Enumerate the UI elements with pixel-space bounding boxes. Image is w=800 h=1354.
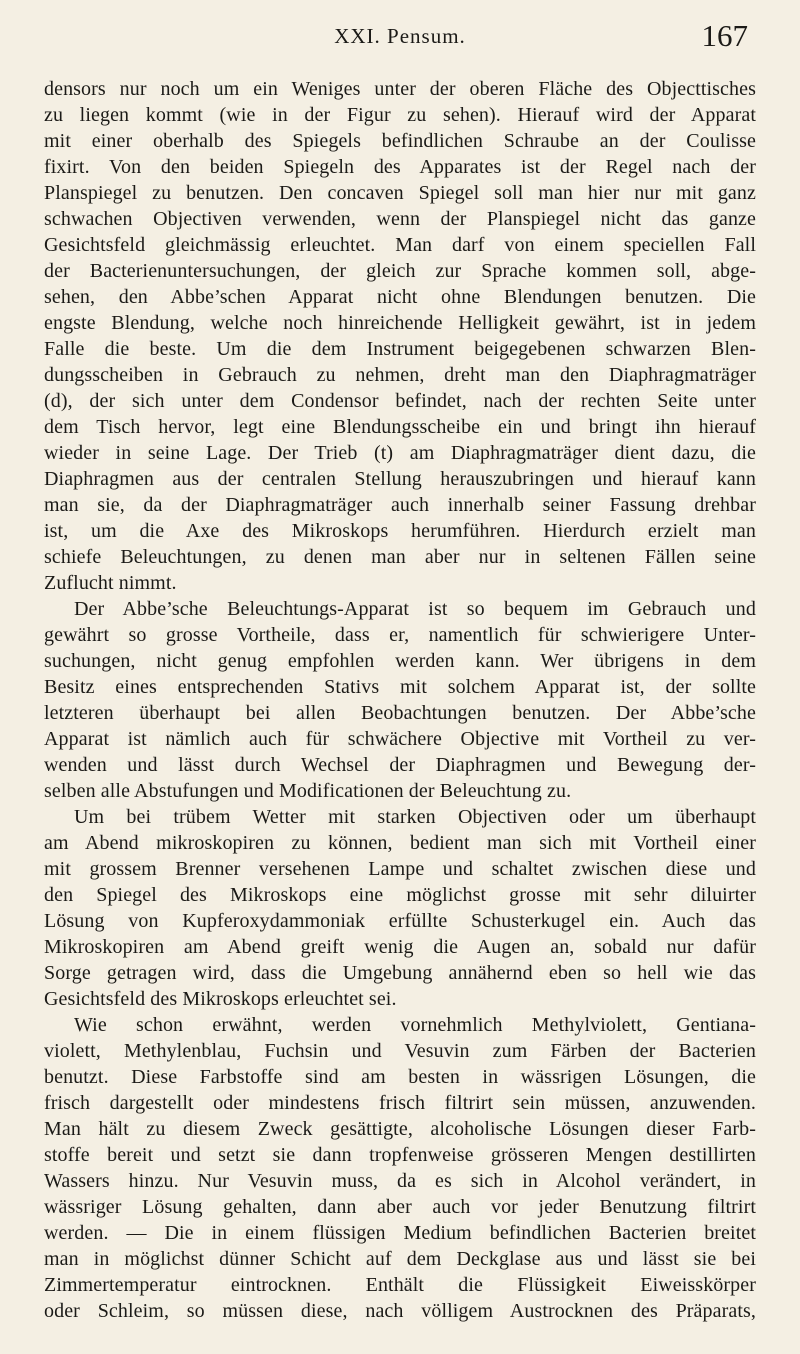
paragraph-end-line: Gesichtsfeld des Mikroskops erleuchtet sei. xyxy=(44,988,397,1010)
paragraph-start-line: Wie schon erwähnt, werden vornehmlich Methylviolett, Gentiana- xyxy=(74,1014,756,1036)
running-head: XXI. Pensum. xyxy=(334,24,466,48)
text-line: der Bacterienuntersuchungen, der gleich zur Sprache kommen soll, abge- xyxy=(44,260,756,282)
text-line: ist, um die Axe des Mikroskops herumführen. Hierdurch erzielt man xyxy=(44,520,756,542)
text-line: Man hält zu diesem Zweck gesättigte, alcoholische Lösungen dieser Farb- xyxy=(44,1118,756,1140)
page-number: 167 xyxy=(701,18,748,53)
body-text xyxy=(44,76,756,1324)
text-line: dem Tisch hervor, legt eine Blendungsscheibe ein und bringt ihn hierauf xyxy=(44,416,756,438)
text-line: den Spiegel des Mikroskops eine möglichst grosse mit sehr diluirter xyxy=(44,884,756,906)
text-line: werden. — Die in einem flüssigen Medium befindlichen Bacterien breitet xyxy=(44,1222,756,1244)
text-line: benutzt. Diese Farbstoffe sind am besten in wässrigen Lösungen, die xyxy=(44,1066,756,1088)
paragraph-end-line: Zuflucht nimmt. xyxy=(44,572,177,594)
text-line: oder Schleim, so müssen diese, nach völligem Austrocknen des Präparats, xyxy=(44,1300,756,1322)
text-line: densors nur noch um ein Weniges unter der oberen Fläche des Objecttisches xyxy=(44,78,756,100)
text-line: Diaphragmen aus der centralen Stellung herauszubringen und hierauf kann xyxy=(44,468,756,490)
text-line: mit grossem Brenner versehenen Lampe und schaltet zwischen diese und xyxy=(44,858,756,880)
text-line: gewährt so grosse Vortheile, dass er, namentlich für schwierigere Unter- xyxy=(44,624,756,646)
text-line: Apparat ist nämlich auch für schwächere Objective mit Vortheil zu ver- xyxy=(44,728,756,750)
text-line: (d), der sich unter dem Condensor befindet, nach der rechten Seite unter xyxy=(44,390,756,412)
text-line: wässriger Lösung gehalten, dann aber auch vor jeder Benutzung filtrirt xyxy=(44,1196,756,1218)
paragraph-start-line: Um bei trübem Wetter mit starken Objectiven oder um überhaupt xyxy=(74,806,756,828)
text-line: suchungen, nicht genug empfohlen werden kann. Wer übrigens in dem xyxy=(44,650,756,672)
text-line: sehen, den Abbe’schen Apparat nicht ohne Blendungen benutzen. Die xyxy=(44,286,756,308)
text-line: Falle die beste. Um die dem Instrument beigegebenen schwarzen Blen- xyxy=(44,338,756,360)
text-line: Planspiegel zu benutzen. Den concaven Spiegel soll man hier nur mit ganz xyxy=(44,182,756,204)
text-line: wieder in seine Lage. Der Trieb (t) am Diaphragmaträger dient dazu, die xyxy=(44,442,756,464)
text-line: Besitz eines entsprechenden Stativs mit solchem Apparat ist, der sollte xyxy=(44,676,756,698)
text-line: mit einer oberhalb des Spiegels befindlichen Schraube an der Coulisse xyxy=(44,130,756,152)
text-line: zu liegen kommt (wie in der Figur zu sehen). Hierauf wird der Apparat xyxy=(44,104,756,126)
text-line: engste Blendung, welche noch hinreichende Helligkeit gewährt, ist in jedem xyxy=(44,312,756,334)
text-line: schwachen Objectiven verwenden, wenn der Planspiegel nicht das ganze xyxy=(44,208,756,230)
text-line: man sie, da der Diaphragmaträger auch innerhalb seiner Fassung drehbar xyxy=(44,494,756,516)
text-line: wenden und lässt durch Wechsel der Diaphragmen und Bewegung der- xyxy=(44,754,756,776)
text-line: violett, Methylenblau, Fuchsin und Vesuvin zum Färben der Bacterien xyxy=(44,1040,756,1062)
text-line: Wassers hinzu. Nur Vesuvin muss, da es sich in Alcohol verändert, in xyxy=(44,1170,756,1192)
text-line: am Abend mikroskopiren zu können, bedient man sich mit Vortheil einer xyxy=(44,832,756,854)
text-line: Sorge getragen wird, dass die Umgebung annähernd eben so hell wie das xyxy=(44,962,756,984)
text-line: Mikroskopiren am Abend greift wenig die Augen an, sobald nur dafür xyxy=(44,936,756,958)
text-line: Gesichtsfeld gleichmässig erleuchtet. Man darf von einem speciellen Fall xyxy=(44,234,756,256)
text-line: schiefe Beleuchtungen, zu denen man aber nur in seltenen Fällen seine xyxy=(44,546,756,568)
text-line: letzteren überhaupt bei allen Beobachtungen benutzen. Der Abbe’sche xyxy=(44,702,756,724)
text-line: stoffe bereit und setzt sie dann tropfenweise grösseren Mengen destillirten xyxy=(44,1144,756,1166)
text-line: man in möglichst dünner Schicht auf dem Deckglase aus und lässt sie bei xyxy=(44,1248,756,1270)
text-line: frisch dargestellt oder mindestens frisch filtrirt sein müssen, anzuwenden. xyxy=(44,1092,756,1114)
text-line: dungsscheiben in Gebrauch zu nehmen, dreht man den Diaphragmaträger xyxy=(44,364,756,386)
paragraph-end-line: selben alle Abstufungen und Modificationen der Beleuchtung zu. xyxy=(44,780,572,802)
text-line: fixirt. Von den beiden Spiegeln des Apparates ist der Regel nach der xyxy=(44,156,756,178)
page-header xyxy=(0,18,800,58)
text-line: Zimmertemperatur eintrocknen. Enthält die Flüssigkeit Eiweisskörper xyxy=(44,1274,756,1296)
paragraph-start-line: Der Abbe’sche Beleuchtungs-Apparat ist so bequem im Gebrauch und xyxy=(74,598,756,620)
text-line: Lösung von Kupferoxydammoniak erfüllte Schusterkugel ein. Auch das xyxy=(44,910,756,932)
